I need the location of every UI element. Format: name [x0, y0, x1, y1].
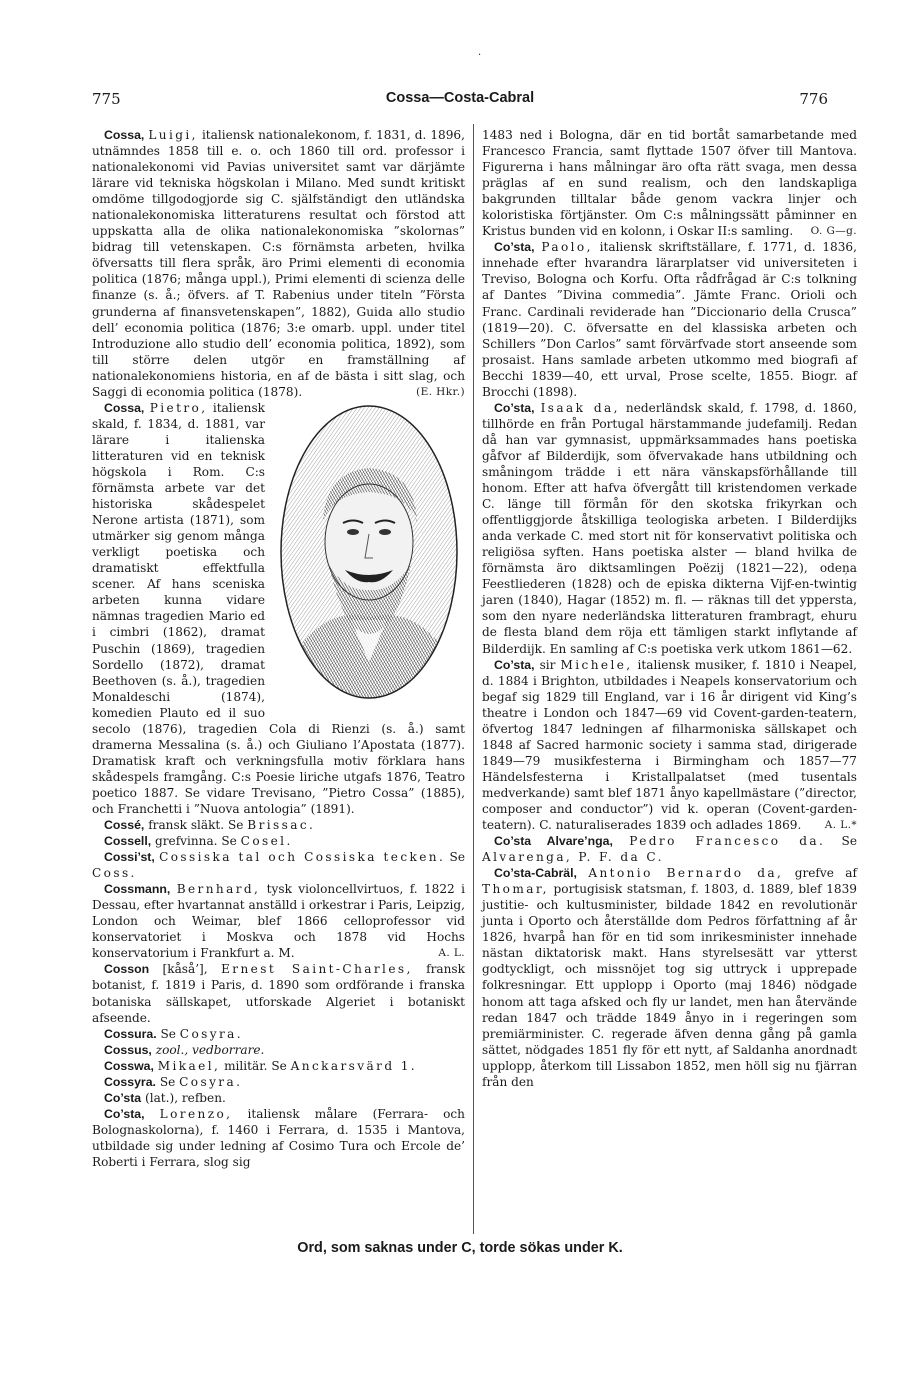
entry-costa-paolo: Co’sta, Paolo, italiensk skriftställare, f. 1771, d. 1836, innehade efter hvarandra lärarplatser vid universiteten i Treviso, Bologna och Korfu. Ofta rådfrågad är C:s tolkning af Dantes ”Divina commedia”. Jämte Franc. Orioli och Franc. Cardinali reviderade han ”Diccionario della Crusca” (1819—20). C. öfversatte en del klassiska arbeten och Schillers ”Don Carlos” samt förvärfvade stort anseende som prosaist. Hans samlade arbeten utkommo med biografi af Becchi 1839—40, ett urval, Prose scelte, 1855. Biogr. af Brocchi (1898).	[482, 240, 857, 399]
entry-costa-cabral: Co’sta-Cabräl, Antonio Bernardo da, grefve af Thomar, portugisisk statsman, f. 1803, d. 1889, blef 1839 justitie- och kultusminister, bildade 1842 en revolutionär junta i Oporto och återställde dom Pedros författning af år 1826, hvarpå han för en tid som inrikesminister innehade nästan diktatorisk makt. Hans styrelsesätt var ytterst godtyckligt, och missnöjet tog sig uttryck i upprepade folkresningar. Ett upplopp i Oporto (maj 1846) nödgade honom att taga afsked och fly ur landet, men han återvände redan 1847 och trädde 1849 ånyo in i regeringen som premiärminister. C. regerade äfven denna gång på gamla sättet, nödgades 1851 fly för ett nytt, af Saldanha anordnadt upplopp, återkom till Lissabon 1852, men höll sig nu fjärran från den	[482, 866, 857, 1089]
entry-costa-lorenzo-continued: 1483 ned i Bologna, där en tid bortåt samarbetande med Francesco Francia, samt flyttade 1507 öfver till Mantova. Figurerna i hans målningar äro ofta rätt svaga, men dessa präglas af en sund realism, och den landskapliga bakgrunden tilltalar både genom vackra linjer och koloristiska förtjänster. Om C:s målningssätt påminner en Kristus bunden vid en kolonn, i Oskar II:s samling. O. G—g.	[482, 128, 857, 239]
cross-reference: Alvarenga, P. F. da C.	[482, 850, 664, 865]
entry-cossa-pietro: Cossa, Pietro, italiensk skald, f. 1834, d. 1881, var lärare i italienska litteraturen vid en teknisk högskola i Rom. C:s förnämsta arbete var det historiska skådespelet Nerone artista (1871), som utmärker sig genom många verkligt poetiska och dramatiskt effektfulla scener. Af hans sceniska arbeten kunna vidare nämnas tragedien Mario ed i cimbri (1862), dramat Puschin (1869), tragedien Sordello (1872), dramat Beethoven (s. å.), tragedien Monaldeschi (1874), komedien Plauto ed il suo secolo (1876), tragedien Cola di Rienzi (s. å.) samt dramerna Messalina (s. å.) och Giuliano l’Apostata (1877). Dramatisk kraft och verkningsfulla motiv förklara hans skådespels framgång. C:s Poesie liriche utgafs 1876, Teatro poetico 1887. Se vidare Trevisano, ”Pietro Cossa” (1885), och Franchetti i ”Nuova antologia” (1891).	[92, 400, 465, 816]
cross-reference: Brissac.	[247, 818, 316, 833]
entry-costa-alvarenga: Co’sta Alvare’nga, Pedro Francesco da. Se Alvarenga, P. F. da C.	[482, 834, 857, 865]
author-signature: (E. Hkr.)	[416, 385, 465, 398]
entry-costa-isaak: Co’sta, Isaak da, nederländsk skald, f. 1798, d. 1860, tillhörde en från Portugal härstammande judefamilj. Redan då han var gymnasist, uppmärksammades hans poetiska gåfvor af Bilderdijk, som öfvervakade hans utbildning och småningom trädde i ett nära vänskapsförhållande till honom. Efter att hafva öfvergått till kristendomen verkade C. länge till förmån för den skotska frikyrkan och offentliggjorde åtskilliga teologiska arbeten. I Bilderdijks anda verkade C. med stort nit för konservativt politiska och religiösa syften. Hans poetiska alster — bland hvilka de förnämsta äro diktsamlingen Poëzij (1821—22), odeņa Feestliederen (1828) och de episka dikterna Vijf-en-twintig jaren (1840), Hagar (1852) m. fl. — räknas till det yppersta, som den nyare nederländska litteraturen frambragt, ehuru de flesta bland dem röja ett tämligen starkt inflytande af Bilderdijk. En samling af C:s poetiska verk utkom 1861—62.	[482, 400, 857, 656]
column-divider	[473, 124, 474, 1234]
entry-cosse: Cossé, fransk släkt. Se Brissac.	[104, 818, 316, 833]
entry-costa-lorenzo: Co’sta, Lorenzo, italiensk målare (Ferrara- och Bolognaskolorna), f. 1460 i Ferrara, d. 1535 i Mantova, utbildade sig under ledning af Cosimo Tura och Ercole de’ Roberti i Ferrara, slog sig	[92, 1106, 465, 1169]
page-mark: ·	[478, 50, 482, 61]
cross-reference: Cosyra.	[179, 1026, 244, 1041]
author-signature: A. L.*	[824, 819, 857, 832]
left-column	[92, 127, 465, 1170]
entry-cossmann: Cossmann, Bernhard, tysk violoncellvirtuos, f. 1822 i Dessau, efter hvartannat anställd i orkestrar i Paris, Leipzig, London och Weimar, blef 1866 celloprofessor vid konservatoriet i Moskva och 1878 vid Hochs konservatorium i Frankfurt a. M. A. L.	[92, 882, 465, 961]
entry-cossura: Cossura. Se Cosyra.	[104, 1026, 244, 1041]
running-header	[92, 90, 828, 114]
author-signature: A. L.	[438, 947, 465, 960]
entry-costa-michele: Co’sta, sir Michele, italiensk musiker, f. 1810 i Neapel, d. 1884 i Brighton, utbildades i Neapels konservatorium och begaf sig 1829 till England, var i 16 år dirigent vid King’s theatre i London och 1847—69 vid Covent-garden-teatern, öfvertog 1847 ledningen af filharmoniska sällskapet och 1848 af Sacred harmonic society i samma stad, dirigerade 1849—79 musikfesterna i Birmingham och 1857—77 Händelsfesterna i Kristallpalatset (med tusentals medverkande) samt blef 1871 ånyo kapellmästare (”director, composer and conductor”) vid k. operan (Covent-garden-teatern). C. naturaliserades 1839 och adlades 1869. A. L.*	[482, 657, 857, 833]
header-title: Cossa—Costa-Cabral	[385, 90, 535, 106]
author-signature: O. G—g.	[810, 225, 857, 238]
entry-cossa-luigi: Cossa, Luigi, italiensk nationalekonom, f. 1831, d. 1896, utnämndes 1858 till e. o. och 1860 till ord. professor i nationalekonomi vid Pavias universitet samt var därjämte lärare vid tekniska högskolan i Milano. Med sundt kritiskt omdöme tillgodogjorde sig C. själfständigt den utländska nationalekonomiska litteraturens resultat och förstod att uppskatta alla de olika nationalekonomiska ”skolornas” bidrag till vetenskapen. C:s förnämsta arbeten, hvilka öfversatts till flera språk, äro Primi elementi di economia politica (1876; många uppl.), Primi elementi di scienza delle finanze (s. å.; öfvers. af T. Rabenius under titeln ”Första grunderna af finansvetenskapen”, 1882), Guida allo studio dell’ economia politica (1876; 3:e omarb. uppl. under titel Introduzione allo studio dell’ economia politica, 1892), som till större delen utgör en framställning af nationalekonomiens historia, en af de bästa i sitt slag, och Saggi di economia politica (1878). (E. Hkr.)	[92, 128, 465, 399]
cross-reference: Anckarsvärd 1.	[290, 1058, 418, 1073]
portrait-engraving-icon	[273, 402, 465, 710]
entry-cossus: Cossus, zool., vedborrare.	[104, 1042, 265, 1057]
page-number-right: 776	[799, 90, 828, 108]
page-number-left: 775	[92, 90, 121, 108]
cross-reference: Cosel.	[240, 834, 293, 849]
footer-note: Ord, som saknas under C, torde sökas under K.	[297, 1240, 623, 1256]
entry-cossist: Cossi’st, Cossiska tal och Cossiska tecken. Se Coss.	[92, 850, 465, 881]
entry-cosswa: Cosswa, Mikael, militär. Se Anckarsvärd 1.	[104, 1058, 418, 1073]
cross-reference: Cosyra.	[179, 1074, 243, 1089]
entry-cossyra: Cossyra. Se Cosyra.	[104, 1074, 243, 1089]
entry-cossell: Cossell, grefvinna. Se Cosel.	[104, 834, 293, 849]
entry-cosson: Cosson [kåså’], Ernest Saint-Charles, fransk botanist, f. 1819 i Paris, d. 1890 som ordförande i franska botaniska sällskapet, utforskade Algeriet i botaniskt afseende.	[92, 962, 465, 1025]
right-column	[482, 127, 857, 1090]
cross-reference: Coss.	[92, 866, 137, 881]
entry-costa-lat: Co’sta (lat.), refben.	[104, 1090, 226, 1105]
